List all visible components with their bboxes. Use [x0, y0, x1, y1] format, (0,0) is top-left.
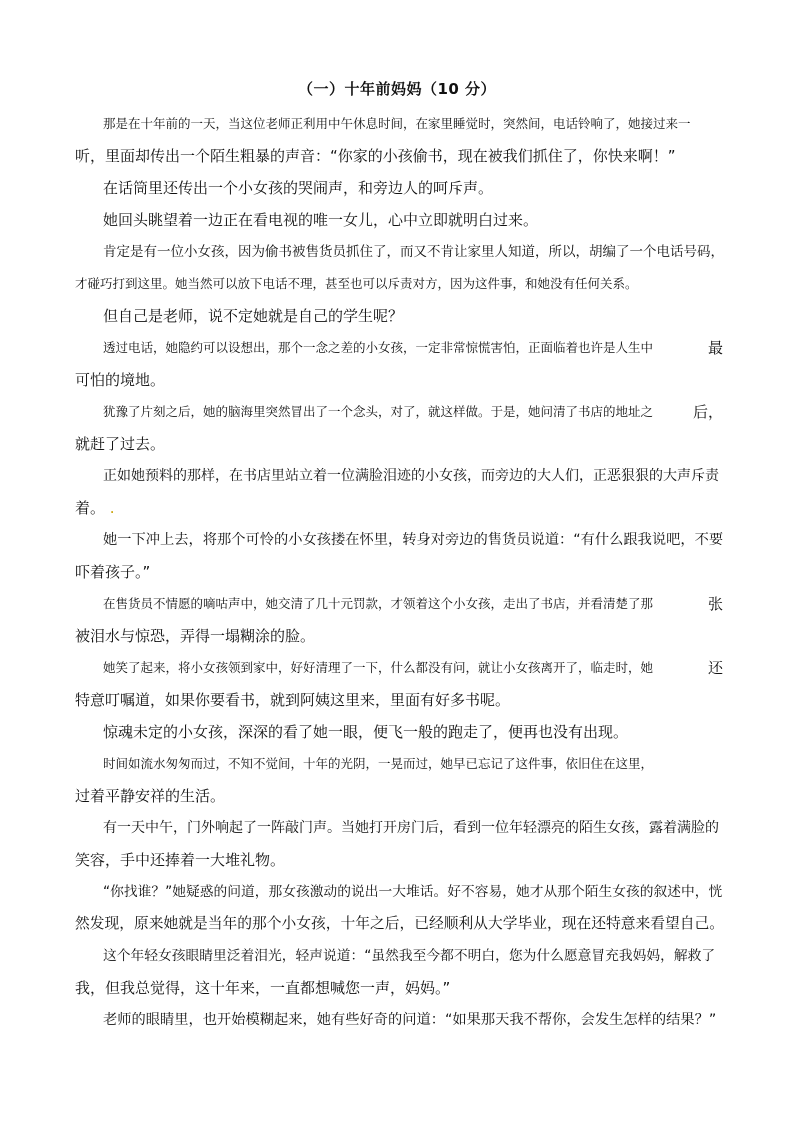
line-text: 透过电话，她隐约可以设想出，那个一念之差的小女孩，一定非常惊慌害怕，正面临着也许是人生中	[103, 340, 654, 355]
paragraph-line: 被泪水与惊恐，弄得一塌糊涂的脸。	[75, 627, 316, 645]
paragraph-line: 正如她预料的那样，在书店里站立着一位满脸泪迹的小女孩，而旁边的大人们，正恶狠狠的大声斥责	[103, 468, 719, 484]
paragraph-line: 我，但我总觉得，这十年来，一直都想喊您一声，妈妈。”	[75, 979, 451, 997]
line-text: 着。	[75, 499, 106, 517]
line-tail: 张	[707, 595, 723, 613]
paragraph-line: 老师的眼睛里，也开始模糊起来，她有些好奇的问道：“如果那天我不帮你，会发生怎样的结果？”	[103, 1012, 717, 1028]
paragraph-line: 但自己是老师，说不定她就是自己的学生呢？	[103, 307, 404, 325]
paragraph-line: 听，里面却传出一个陌生粗暴的声音：“你家的小孩偷书，现在被我们抓住了，你快来啊！”	[75, 147, 676, 165]
paragraph-line: 特意叮嘱道，如果你要看书，就到阿姨这里来，里面有好多书呢。	[75, 691, 511, 709]
paragraph-line: 才碰巧打到这里。她当然可以放下电话不理，甚至也可以斥责对方，因为这件事，和她没有任何关系。	[75, 276, 638, 291]
paragraph-line	[103, 594, 723, 614]
paragraph-line: 这个年轻女孩眼睛里泛着泪光，轻声说道：“虽然我至今都不明白，您为什么愿意冒充我妈妈，解救了	[103, 948, 716, 964]
line-text: 她笑了起来，将小女孩领到家中，好好清理了一下，什么都没有问，就让小女孩离开了，临走时，她	[103, 660, 654, 675]
paragraph-line	[103, 402, 723, 422]
paragraph-line: 过着平静安祥的生活。	[75, 787, 226, 805]
paragraph-line: 她一下冲上去，将那个可怜的小女孩搂在怀里，转身对旁边的售货员说道：“有什么跟我说吧，不要	[103, 532, 724, 548]
paragraph-line: 肯定是有一位小女孩，因为偷书被售货员抓住了，而又不肯让家里人知道，所以，胡编了一个电话号码，	[103, 244, 724, 260]
paragraph-line: 就赶了过去。	[75, 435, 166, 453]
paragraph-line: 笑容，手中还捧着一大堆礼物。	[75, 851, 286, 869]
paragraph-line	[75, 498, 725, 518]
paragraph-line: “你找谁？”她疑惑的问道，那女孩激动的说出一大堆话。好不容易，她才从那个陌生女孩的叙述中，恍	[103, 884, 723, 900]
stray-mark: .	[109, 499, 115, 517]
line-tail: 后，	[692, 403, 723, 421]
paragraph-line: 惊魂未定的小女孩，深深的看了她一眼，便飞一般的跑走了，便再也没有出现。	[103, 723, 629, 741]
paragraph-line: 她回头眺望着一边正在看电视的唯一女儿，心中立即就明白过来。	[103, 211, 539, 229]
paragraph-line: 吓着孩子。”	[75, 563, 151, 581]
paragraph-line: 在话筒里还传出一个小女孩的哭闹声，和旁边人的呵斥声。	[103, 179, 494, 197]
line-tail: 还	[707, 659, 723, 677]
paragraph-line	[103, 658, 723, 678]
paragraph-line: 有一天中午，门外响起了一阵敲门声。当她打开房门后，看到一位年轻漂亮的陌生女孩，露着满脸的	[103, 820, 719, 836]
line-text: 犹豫了片刻之后，她的脑海里突然冒出了一个念头，对了，就这样做。于是，她问清了书店的地址之	[103, 404, 654, 419]
paragraph-line: 那是在十年前的一天，当这位老师正利用中午休息时间，在家里睡觉时，突然间，电话铃响了，她接过来一	[103, 116, 691, 131]
section-title: （一）十年前妈妈（10 分）	[297, 80, 497, 98]
line-tail: 最	[707, 339, 723, 357]
line-text: 在售货员不情愿的嘀咕声中，她交清了几十元罚款，才领着这个小女孩，走出了书店，并看清楚了那	[103, 596, 654, 611]
paragraph-line: 时间如流水匆匆而过，不知不觉间，十年的光阴，一晃而过，她早已忘记了这件事，依旧住在这里，	[103, 756, 654, 771]
paragraph-line: 可怕的境地。	[75, 371, 166, 389]
paragraph-line: 然发现，原来她就是当年的那个小女孩，十年之后，已经顺利从大学毕业，现在还特意来看望自己。	[75, 915, 724, 932]
paragraph-line	[103, 338, 723, 358]
